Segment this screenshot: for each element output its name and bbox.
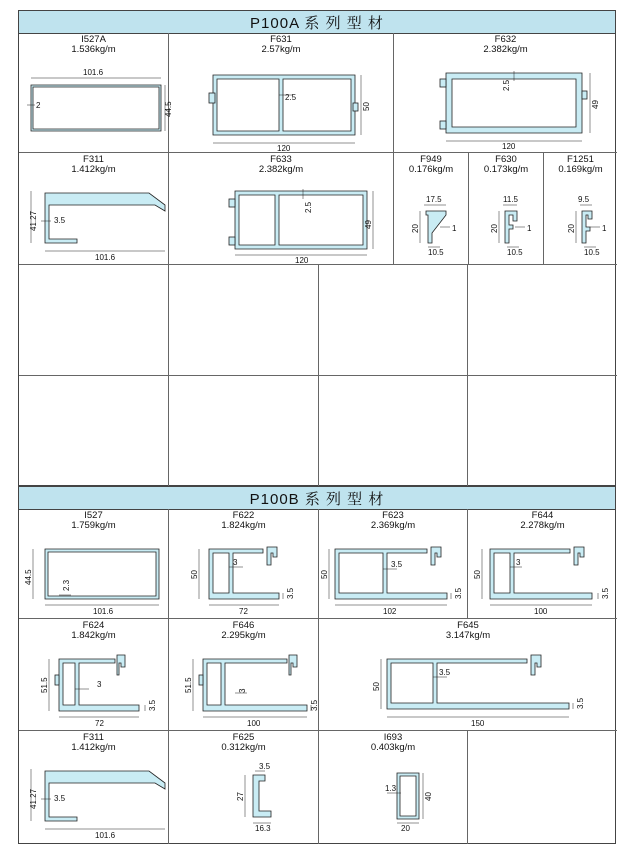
profile-drawing: [169, 153, 394, 265]
p100b-section: [18, 486, 616, 844]
dim-height: 44.5: [24, 569, 33, 585]
dim-height: 50: [320, 570, 329, 579]
empty-cell: [468, 376, 617, 486]
profile-weight: 0.173kg/m: [483, 164, 529, 175]
dim-thickness: 3: [238, 688, 247, 693]
dim-thickness: 2.5: [285, 93, 297, 102]
dim-width: 72: [95, 719, 104, 728]
profile-weight: 2.57kg/m: [261, 44, 301, 55]
profile-drawing: [544, 153, 617, 265]
dim-base: 10.5: [584, 248, 600, 257]
dim-thickness: 1: [602, 224, 607, 233]
profile-weight: 1.759kg/m: [71, 520, 116, 531]
dim-thickness: 3.5: [439, 668, 451, 677]
profile-weight: 0.169kg/m: [558, 164, 603, 175]
dim-width: 102: [383, 607, 397, 616]
section-title: P100A 系 列 型 材: [19, 11, 615, 34]
profile-code: F623: [382, 510, 404, 521]
dim-thickness: 3: [516, 558, 521, 567]
profile-shape: [335, 549, 447, 599]
profile-card: [169, 619, 319, 731]
profile-code: F633: [270, 154, 292, 165]
dim-side: 3.5: [286, 587, 295, 599]
profile-card: [319, 731, 468, 844]
profile-code: F1251: [567, 154, 594, 165]
profile-card: [169, 509, 319, 619]
dim-base: 10.5: [507, 248, 523, 257]
profile-code: F622: [232, 510, 255, 521]
profile-code: F631: [270, 34, 292, 45]
empty-cell: [19, 265, 169, 376]
profile-weight: 1.412kg/m: [71, 164, 116, 175]
profile-shape: [397, 773, 419, 819]
profile-weight: 2.278kg/m: [520, 520, 565, 531]
profile-drawing: [19, 731, 169, 844]
dim-thickness: 3.5: [259, 762, 271, 771]
profile-card: [19, 509, 169, 619]
dim-height: 50: [372, 682, 381, 691]
empty-cell: [468, 265, 617, 376]
dim-height: 41.27: [29, 210, 38, 231]
profile-card: [544, 153, 617, 265]
profile-code: F311: [83, 732, 104, 743]
profile-card: [394, 33, 617, 153]
profile-card: [19, 731, 169, 844]
profile-card: [19, 153, 169, 265]
profile-code: I527: [84, 510, 103, 521]
profile-drawing: [19, 619, 169, 731]
dim-thickness: 2.5: [502, 79, 511, 91]
profile-weight: 2.382kg/m: [258, 164, 304, 175]
dim-width: 101.6: [93, 607, 114, 616]
profile-card: [394, 153, 469, 265]
dim-height: 49: [591, 100, 600, 109]
dim-side: 3.5: [454, 587, 463, 599]
profile-card: [169, 33, 394, 153]
dim-height: 20: [567, 224, 576, 233]
dim-thickness: 2.5: [304, 201, 313, 213]
profile-code: F646: [232, 620, 255, 631]
empty-cell: [468, 731, 617, 844]
dim-width: 120: [502, 142, 516, 151]
profile-drawing: [394, 153, 469, 265]
profile-code: F949: [420, 154, 442, 165]
dim-base: 10.5: [428, 248, 444, 257]
dim-thickness: 3: [233, 558, 238, 567]
profile-card: [469, 153, 544, 265]
profile-card: [468, 509, 617, 619]
dim-side: 3.5: [576, 697, 585, 709]
profile-code: I527A: [81, 34, 106, 45]
profile-weight: 2.382kg/m: [483, 44, 528, 55]
section-title: P100B 系 列 型 材: [19, 487, 615, 510]
profile-card: [319, 619, 617, 731]
dim-height: 49: [364, 220, 373, 229]
profile-code: F311: [83, 154, 104, 165]
profile-weight: 0.403kg/m: [370, 742, 416, 753]
profile-card: [19, 33, 173, 153]
profile-shape: [31, 85, 161, 131]
profile-code: F630: [495, 154, 517, 165]
empty-cell: [169, 265, 319, 376]
profile-code: F625: [232, 732, 255, 743]
dim-thickness: 2.3: [62, 579, 71, 591]
empty-cell: [319, 376, 468, 486]
dim-thickness: 3.5: [391, 560, 403, 569]
dim-width: 20: [401, 824, 410, 833]
profile-drawing: [319, 731, 468, 844]
dim-thickness: 3.5: [54, 794, 66, 803]
empty-cell: [319, 265, 468, 376]
profile-card: [169, 153, 394, 265]
dim-width: 150: [471, 719, 485, 728]
dim-thickness: 1: [452, 224, 457, 233]
dim-width: 120: [295, 256, 309, 265]
profile-card: [169, 731, 319, 844]
dim-thickness: 3.5: [54, 216, 66, 225]
profile-weight: 1.536kg/m: [71, 44, 116, 55]
dim-height: 51.5: [40, 677, 49, 693]
profile-drawing: [19, 33, 173, 153]
profile-code: F624: [82, 620, 105, 631]
profile-card: [319, 509, 468, 619]
profile-weight: 0.312kg/m: [221, 742, 266, 753]
profile-drawing: [319, 619, 617, 731]
dim-thickness: 1: [527, 224, 532, 233]
profile-drawing: [469, 153, 544, 265]
profile-weight: 2.295kg/m: [221, 630, 266, 641]
profile-drawing: [394, 33, 617, 153]
profile-code: F644: [531, 510, 554, 521]
profile-drawing: [468, 509, 617, 619]
dim-width: 72: [239, 607, 248, 616]
profile-drawing: [319, 509, 468, 619]
dim-side: 3.5: [601, 587, 610, 599]
dim-width: 9.5: [578, 195, 590, 204]
profile-weight: 1.824kg/m: [221, 520, 266, 531]
dim-height: 51.5: [184, 677, 193, 693]
dim-width: 101.6: [83, 68, 104, 77]
profile-drawing: [169, 731, 319, 844]
dim-side: 3.5: [148, 699, 157, 711]
dim-height: 41.27: [29, 788, 38, 809]
profile-shape: [387, 659, 569, 709]
profile-shape: [446, 73, 582, 133]
dim-height: 40: [424, 792, 433, 801]
profile-weight: 2.369kg/m: [370, 520, 416, 531]
profile-shape: [213, 75, 355, 135]
dim-height: 50: [190, 570, 199, 579]
profile-weight: 1.842kg/m: [71, 630, 116, 641]
profile-weight: 1.412kg/m: [71, 742, 116, 753]
profile-drawing: [169, 509, 319, 619]
profile-code: F632: [494, 34, 517, 45]
dim-thickness: 2: [36, 101, 41, 110]
profile-code: F645: [457, 620, 479, 631]
dim-width: 120: [277, 144, 291, 153]
dim-width: 100: [534, 607, 548, 616]
dim-width: 100: [247, 719, 261, 728]
profile-drawing: [19, 153, 169, 265]
profile-weight: 0.176kg/m: [408, 164, 454, 175]
empty-cell: [169, 376, 319, 486]
dim-height: 50: [473, 570, 482, 579]
dim-height: 20: [411, 224, 420, 233]
dim-thickness: 3: [97, 680, 102, 689]
p100a-section: [18, 10, 616, 486]
profile-card: [19, 619, 169, 731]
dim-width: 11.5: [503, 195, 518, 204]
profile-weight: 3.147kg/m: [445, 630, 491, 641]
dim-width: 16.3: [255, 824, 271, 833]
profile-shape: [253, 775, 271, 817]
profile-drawing: [169, 619, 319, 731]
dim-width: 101.6: [95, 831, 116, 840]
dim-width: 17.5: [426, 195, 442, 204]
dim-side: 3.5: [310, 699, 319, 711]
dim-width: 101.6: [95, 253, 116, 262]
profile-shape: [235, 191, 367, 249]
dim-height: 50: [362, 102, 371, 111]
empty-cell: [19, 376, 169, 486]
dim-thickness: 1.3: [385, 784, 397, 793]
dim-height: 27: [236, 792, 245, 801]
dim-height: 44.5: [164, 101, 173, 117]
dim-height: 20: [490, 224, 499, 233]
profile-drawing: [19, 509, 169, 619]
profile-code: I693: [383, 732, 403, 743]
profile-drawing: [169, 33, 394, 153]
